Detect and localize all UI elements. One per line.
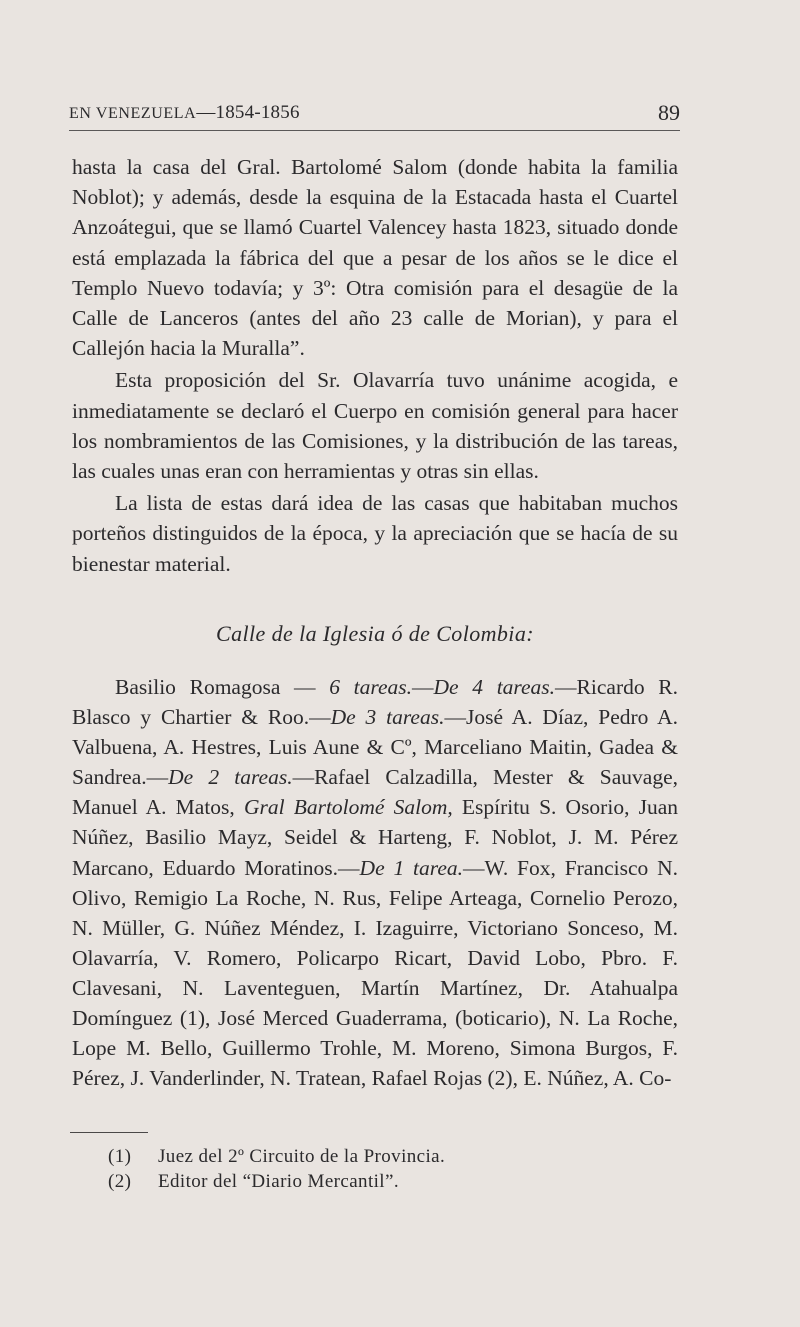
task-count-label: De 1 tarea. [359,855,463,880]
header-title [69,102,300,124]
names-text: —Ricardo R. Blasco y Chartier & Roo.— [72,675,679,730]
task-count-label: De 2 tareas. [168,765,293,790]
footnote [108,1169,445,1194]
paragraph: hasta la casa del Gral. Bartolomé Salom (donde habita la familia Noblot); y además, desde la esquina de la Estacada hasta el Cuartel Anzoátegui, que se llamó Cuartel Valencey hasta 1823, situado donde está emplazada la fábrica del que a pesar de los años se le dice el Templo Nuevo todavía; y 3º: Otra comisión para el desagüe de la Calle de Lanceros (antes del año 23 calle de Morian), y para el Callejón hacia la Muralla”. [72,155,678,361]
section-heading [72,621,678,647]
task-list [72,672,678,1093]
names-text: —José A. Díaz, Pedro A. Valbuena, A. Hestres, Luis Aune & Cº, Marceliano Maitin, Gadea & Sandrea.— [72,705,678,790]
task-count-label: De 3 tareas. [330,705,445,730]
task-count-label: 6 tareas. [329,675,413,699]
footnote-text: Editor del “Diario Mercantil”. [158,1171,399,1192]
footnote-text: Juez del 2º Circuito de la Provincia. [158,1146,446,1167]
section-heading-text: Calle de la Iglesia ó de Colombia [216,621,527,646]
running-header [69,100,680,131]
task-list-paragraph [72,672,678,1093]
footnote [108,1144,445,1169]
header-dates: —1854-1856 [196,102,300,123]
names-text: Espíritu S. Osorio, Juan Núñez, Basilio Mayz, Seidel & Harteng, F. Noblot, J. M. Pérez Marcano, Eduardo Moratinos.— [72,795,678,880]
paragraph: Esta proposición del Sr. Olavarría tuvo unánime acogida, e inmediatamente se declaró el Cuerpo en comisión general para hacer los nombramientos de las Comisiones, y la distribución de las tareas, las cuales unas eran con herramientas y otras sin ellas. [72,368,678,484]
footnote-mark: (1) [108,1146,132,1167]
names-text: Basilio Romagosa — [115,675,330,699]
header-prefix: EN VENEZUELA [69,105,197,122]
footnote-divider [70,1132,148,1133]
names-text: — [412,675,434,699]
paragraph: La lista de estas dará idea de las casas que habitaban muchos porteños distinguidos de la época, y la apreciación que se hacía de su bienestar material. [72,491,678,576]
body-text [72,152,678,579]
section-heading-colon: : [526,621,534,646]
names-text: —W. Fox, Francisco N. Olivo, Remigio La Roche, N. Rus, Felipe Arteaga, Cornelio Perozo, N. Müller, G. Núñez Méndez, I. Izaguirre, Victoriano Sonceso, M. Olavarría, V. Romero, Policarpo Ricart, David Lobo, Pbro. F. Clavesani, N. Laventeguen, Martín Martínez, Dr. Atahualpa Domínguez (1), José Merced Guaderrama, (boticario), N. La Roche, Lope M. Bello, Guillermo Trohle, M. Moreno, Simona Burgos, F. Pérez, J. Vanderlinder, N. Tratean, Rafael Rojas (2), E. Núñez, A. Co- [72,855,679,1091]
footnote-mark: (2) [108,1171,132,1192]
names-text: —Rafael Calzadilla, Mester & Sauvage, Manuel A. Matos, [72,765,678,820]
page-number: 89 [658,100,680,125]
footnotes [108,1144,445,1194]
task-count-label: Gral Bartolomé Salom, [243,795,453,820]
task-count-label: De 4 tareas. [433,675,556,699]
